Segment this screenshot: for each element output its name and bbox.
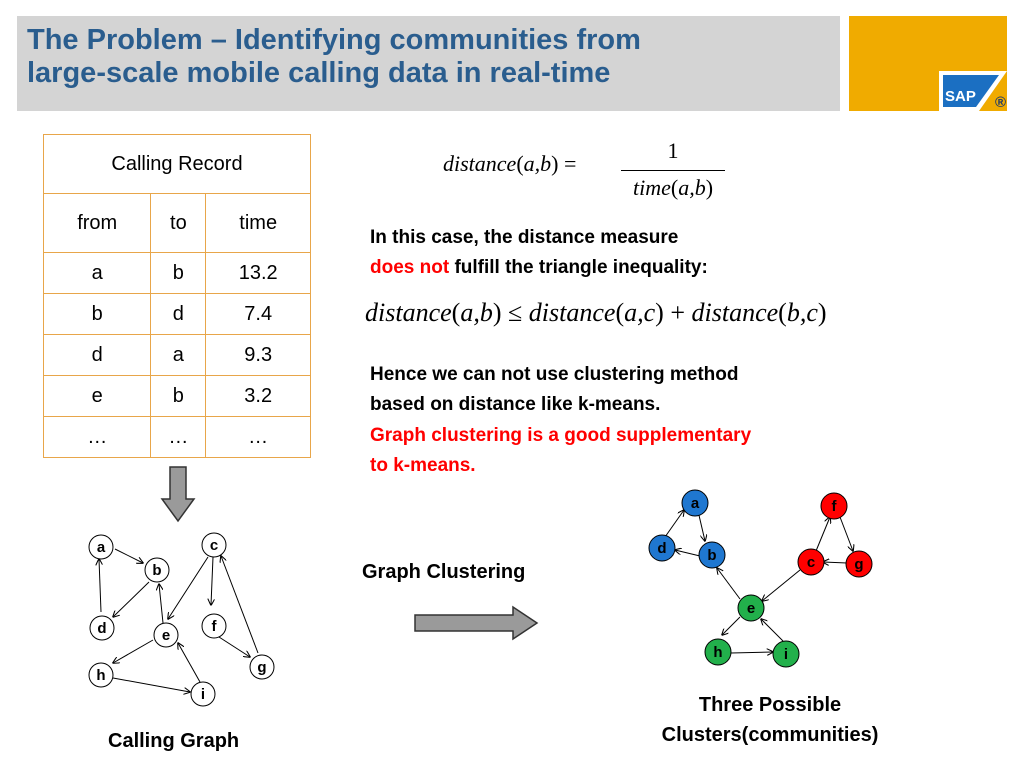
- edge-f-g: [840, 517, 853, 551]
- page-title: [27, 24, 827, 90]
- edge-e-h: [113, 640, 153, 663]
- cell-from: …: [44, 417, 151, 458]
- cell-to: b: [151, 253, 206, 294]
- hence-line-1: Hence we can not use clustering method: [370, 364, 739, 385]
- formula-den-args: a,b: [678, 175, 706, 200]
- cell-time: 7.4: [206, 294, 311, 335]
- title-line-2: large-scale mobile calling data in real-time: [27, 57, 611, 89]
- node-f: [202, 614, 226, 638]
- formula-fn-2: distance: [528, 298, 616, 327]
- svg-text:d: d: [97, 620, 107, 637]
- logo-box: [849, 16, 1007, 111]
- text-line-2-rest: fulfill the triangle inequality:: [449, 257, 708, 278]
- down-arrow-icon: [160, 465, 196, 523]
- cell-time: 9.3: [206, 335, 311, 376]
- cell-time: 3.2: [206, 376, 311, 417]
- cell-from: e: [44, 376, 151, 417]
- node-a: [89, 535, 113, 559]
- column-header-to: to: [151, 194, 206, 253]
- edge-c-f: [211, 557, 213, 605]
- cell-to: d: [151, 294, 206, 335]
- formula-numerator: 1: [667, 138, 679, 163]
- cluster-node-a: [682, 490, 708, 516]
- edge-e-b: [159, 584, 163, 623]
- node-e: [154, 623, 178, 647]
- formula-args-2: a,c: [624, 298, 656, 327]
- svg-text:g: g: [257, 659, 267, 676]
- hence-line-2: based on distance like k-means.: [370, 394, 661, 415]
- table-row: [44, 294, 311, 335]
- cell-time: …: [206, 417, 311, 458]
- node-b: [145, 558, 169, 582]
- formula-args-1: a,b: [460, 298, 493, 327]
- registered-mark: ®: [995, 94, 1007, 111]
- formula-fn-3: distance: [691, 298, 779, 327]
- node-g: [250, 655, 274, 679]
- distance-formula-lhs: distance(a,b) =: [443, 151, 577, 176]
- table-row: [44, 376, 311, 417]
- svg-text:a: a: [690, 495, 700, 512]
- leq-sign: ≤: [508, 298, 523, 327]
- calling-graph-caption: Calling Graph: [108, 730, 240, 752]
- edge-d-a: [99, 559, 101, 612]
- svg-text:i: i: [783, 646, 789, 663]
- cluster-edges: [665, 510, 853, 653]
- edge-i-e: [761, 619, 783, 641]
- table-row: [44, 417, 311, 458]
- cluster-node-b: [699, 542, 725, 568]
- svg-text:f: f: [831, 498, 837, 515]
- fraction-bar: [621, 170, 725, 171]
- formula-args: a,b: [523, 151, 552, 176]
- right-arrow-icon: [413, 605, 539, 641]
- svg-text:f: f: [211, 618, 217, 635]
- cluster-node-g: [846, 551, 872, 577]
- graph-clustering-line-1: Graph clustering is a good supplementary: [370, 425, 752, 446]
- title-line-1: The Problem – Identifying communities from: [27, 24, 641, 56]
- edge-h-i: [731, 652, 773, 653]
- edge-a-b: [115, 549, 143, 563]
- svg-text:h: h: [713, 644, 723, 661]
- svg-text:c: c: [806, 554, 816, 571]
- formula-fn: distance: [443, 151, 517, 176]
- cluster-node-d: [649, 535, 675, 561]
- cell-to: …: [151, 417, 206, 458]
- three-clusters-line-1: Three Possible: [698, 694, 842, 716]
- edge-d-a: [665, 510, 684, 537]
- table-row: [44, 253, 311, 294]
- cluster-node-h: [705, 639, 731, 665]
- text-line-2: [370, 253, 708, 283]
- logo-text: SAP: [945, 88, 976, 105]
- calling-graph-edges: [99, 549, 258, 692]
- edge-h-i: [113, 678, 190, 692]
- svg-text:i: i: [200, 686, 206, 703]
- plus-sign: +: [670, 298, 685, 327]
- triangle-inequality-formula: distance(a,b) ≤ distance(a,c) + distance(b,c): [365, 298, 827, 327]
- edge-f-g: [219, 637, 250, 657]
- edge-c-e: [762, 570, 800, 601]
- node-i: [191, 682, 215, 706]
- sap-logo: [939, 71, 1007, 111]
- edge-e-h: [722, 617, 740, 635]
- svg-text:e: e: [746, 600, 756, 617]
- cell-from: a: [44, 253, 151, 294]
- svg-text:e: e: [161, 627, 171, 644]
- column-header-time: time: [206, 194, 311, 253]
- does-not-text: does not: [370, 257, 450, 278]
- cluster-node-e: [738, 595, 764, 621]
- svg-text:d: d: [657, 540, 667, 557]
- cell-to: b: [151, 376, 206, 417]
- svg-text:g: g: [854, 556, 864, 573]
- formula-fn-1: distance: [365, 298, 452, 327]
- svg-text:c: c: [209, 537, 219, 554]
- edge-b-d: [675, 550, 700, 556]
- svg-text:h: h: [96, 667, 106, 684]
- node-h: [89, 663, 113, 687]
- table-title: Calling Record: [44, 135, 311, 194]
- cluster-graph: [630, 478, 890, 678]
- formula-denominator: time(a,b): [632, 175, 714, 200]
- cluster-node-c: [798, 549, 824, 575]
- edge-g-c: [221, 556, 258, 653]
- formula-den-fn: time: [632, 175, 671, 200]
- edge-e-b: [717, 568, 740, 599]
- table-row: [44, 335, 311, 376]
- cluster-node-f: [821, 493, 847, 519]
- svg-text:a: a: [96, 539, 106, 556]
- formula-args-3: b,c: [786, 298, 818, 327]
- calling-record-table: [43, 134, 311, 458]
- calling-graph: [60, 520, 300, 720]
- edge-c-f: [816, 517, 830, 551]
- cell-time: 13.2: [206, 253, 311, 294]
- cell-from: d: [44, 335, 151, 376]
- cell-to: a: [151, 335, 206, 376]
- text-line-1: In this case, the distance measure: [370, 227, 679, 248]
- node-d: [90, 616, 114, 640]
- three-clusters-line-2: Clusters(communities): [661, 724, 879, 746]
- edge-c-e: [168, 557, 208, 619]
- cluster-node-i: [773, 641, 799, 667]
- equals-sign: =: [563, 151, 577, 176]
- graph-clustering-caption: Graph Clustering: [362, 561, 526, 583]
- graph-clustering-line-2: to k-means.: [370, 455, 476, 476]
- cell-from: b: [44, 294, 151, 335]
- edge-b-d: [113, 582, 149, 617]
- edge-i-e: [178, 643, 200, 682]
- svg-text:b: b: [152, 562, 162, 579]
- column-header-from: from: [44, 194, 151, 253]
- three-clusters-caption: [620, 690, 920, 750]
- edge-g-c: [823, 562, 847, 563]
- svg-text:b: b: [707, 547, 717, 564]
- node-c: [202, 533, 226, 557]
